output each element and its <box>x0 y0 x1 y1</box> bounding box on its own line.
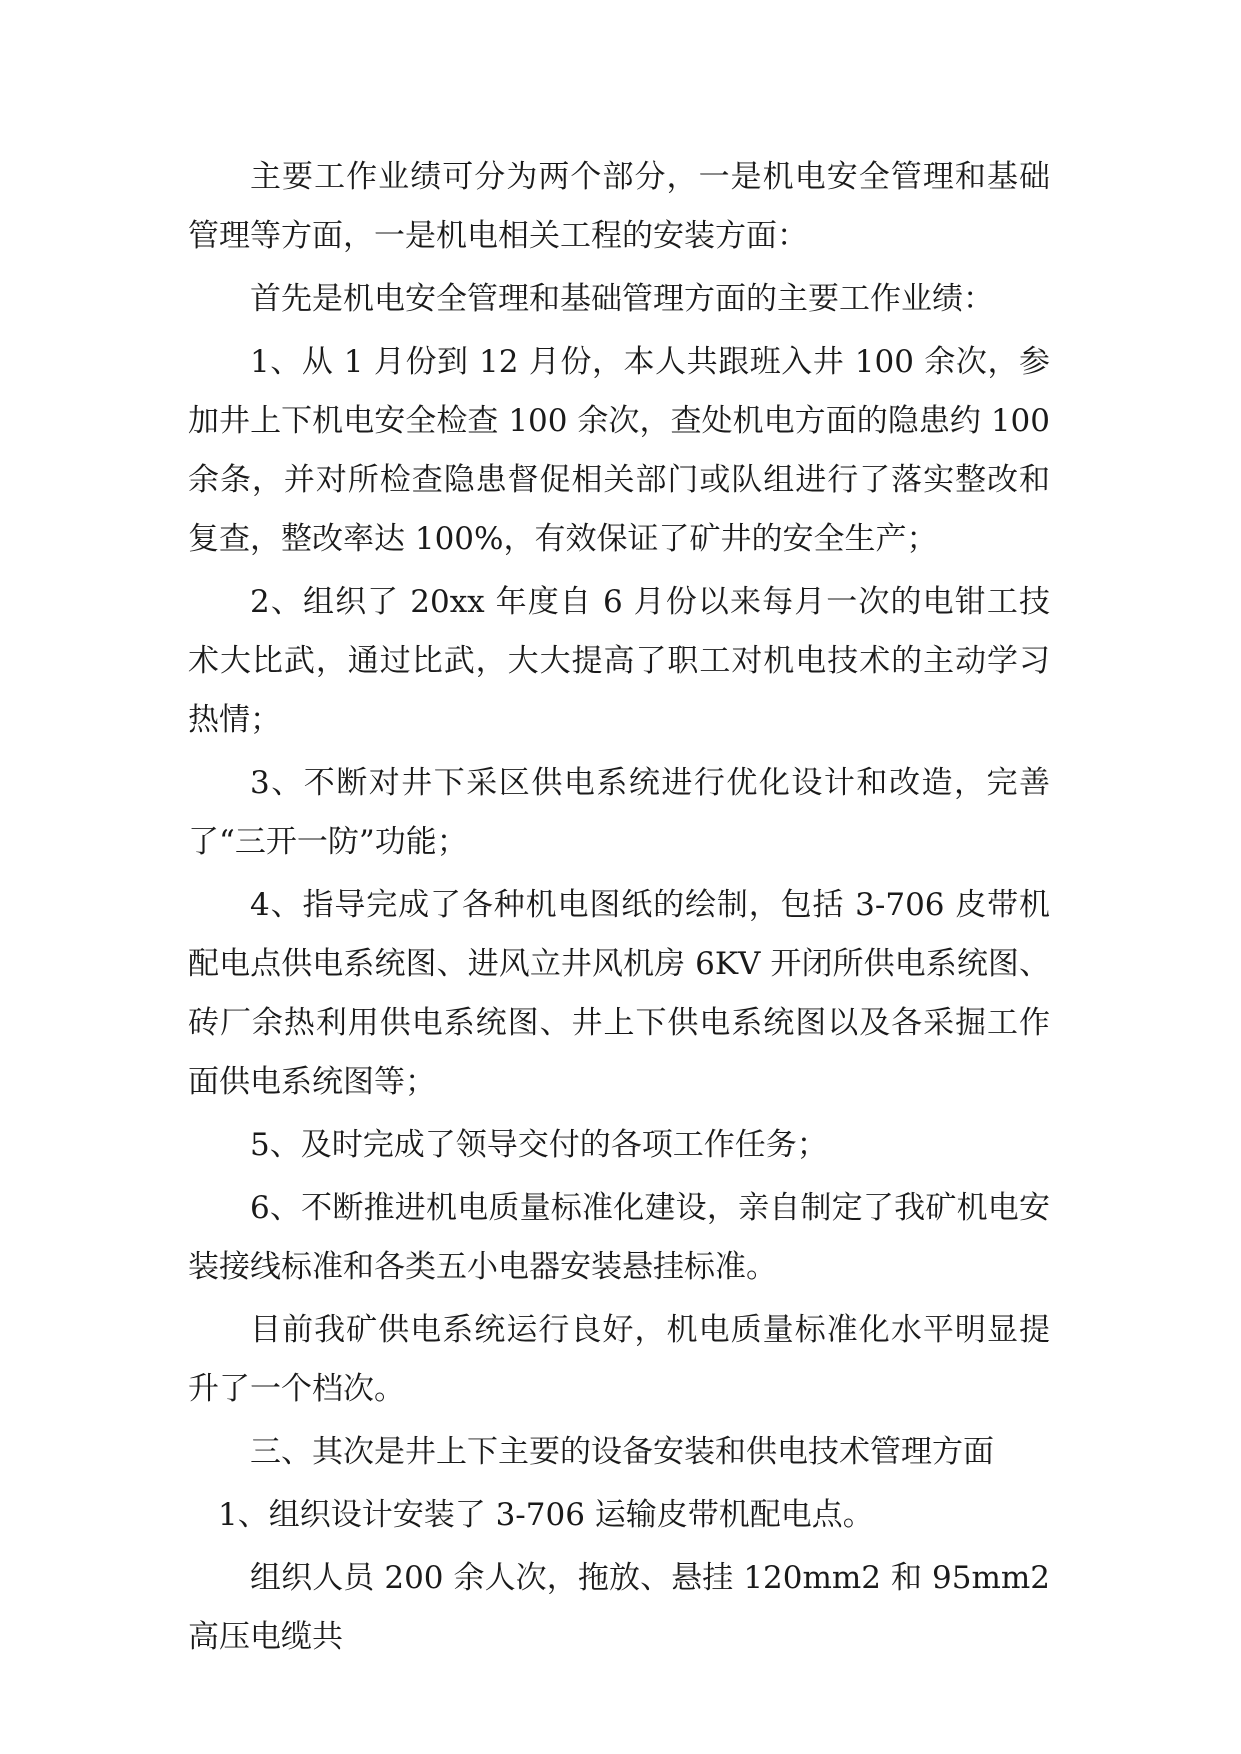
paragraph-item-1: 1、从 1 月份到 12 月份，本人共跟班入井 100 余次，参加井上下机电安全检查 100 余次，查处机电方面的隐患约 100 余条，并对所检查隐患督促相关部门或队组进行了落实整改和复查，整改率达 100%，有效保证了矿井的安全生产； <box>188 344 1050 557</box>
paragraph-install-detail: 组织人员 200 余人次，拖放、悬挂 120mm2 和 95mm2 高压电缆共 <box>188 1560 1050 1655</box>
paragraph-install-item-1: 1、组织设计安装了 3-706 运输皮带机配电点。 <box>218 1497 874 1533</box>
paragraph-item-4: 4、指导完成了各种机电图纸的绘制，包括 3-706 皮带机配电点供电系统图、进风立井风机房 6KV 开闭所供电系统图、砖厂余热利用供电系统图、井上下供电系统图以及各采掘工作面供电系统图等； <box>188 887 1050 1100</box>
paragraph-section-heading: 首先是机电安全管理和基础管理方面的主要工作业绩： <box>250 281 994 317</box>
paragraph-item-5: 5、及时完成了领导交付的各项工作任务； <box>250 1127 828 1163</box>
paragraph-item-2: 2、组织了 20xx 年度自 6 月份以来每月一次的电钳工技术大比武，通过比武，大大提高了职工对机电技术的主动学习热情； <box>188 584 1050 738</box>
paragraph-item-6: 6、不断推进机电质量标准化建设，亲自制定了我矿机电安装接线标准和各类五小电器安装悬挂标准。 <box>188 1190 1050 1285</box>
paragraph-section-three: 三、其次是井上下主要的设备安装和供电技术管理方面 <box>250 1434 994 1470</box>
document-body <box>188 148 1050 1671</box>
paragraph-item-3: 3、不断对井下采区供电系统进行优化设计和改造，完善了“三开一防”功能； <box>188 765 1050 860</box>
paragraph-intro: 主要工作业绩可分为两个部分，一是机电安全管理和基础管理等方面，一是机电相关工程的安装方面： <box>188 159 1050 254</box>
paragraph-summary: 目前我矿供电系统运行良好，机电质量标准化水平明显提升了一个档次。 <box>188 1312 1050 1407</box>
